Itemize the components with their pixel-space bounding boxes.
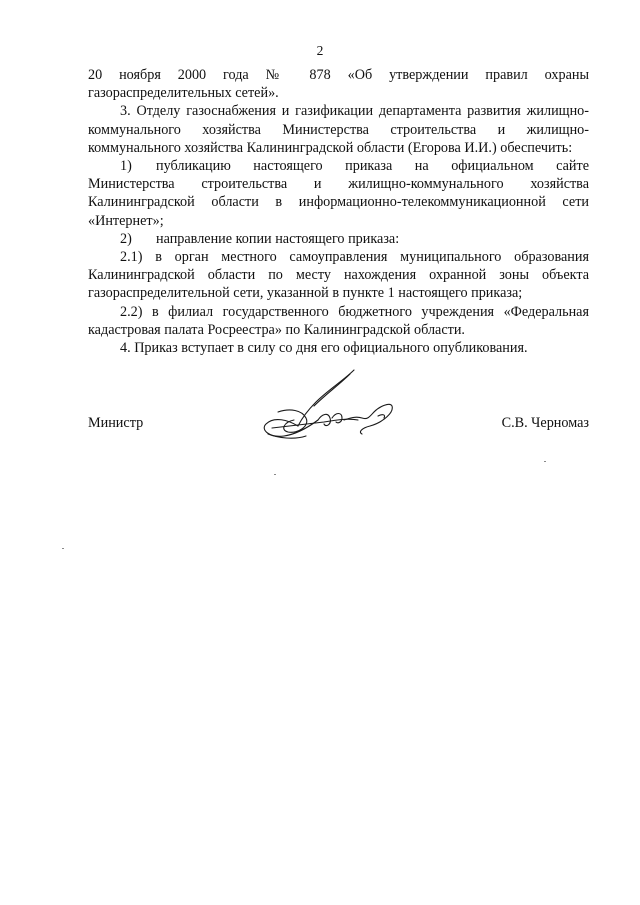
list-item-2-text: направление копии настоящего приказа: bbox=[156, 230, 400, 247]
sub-item-2-2: 2.2) в филиал государственного бюджетного учреждения «Федеральная кадастровая палата Росреестра» по Калининградской области. bbox=[88, 303, 589, 338]
handwritten-signature bbox=[258, 368, 398, 448]
list-item-1-number: 1) bbox=[120, 158, 132, 175]
signer-name: С.В. Черномаз bbox=[501, 415, 589, 431]
list-item-1-text: публикацию настоящего приказа на официальном сайте bbox=[156, 158, 589, 175]
paragraph-item-4: 4. Приказ вступает в силу со дня его официального опубликования. bbox=[120, 340, 528, 357]
order-body-text bbox=[88, 66, 589, 357]
scan-speck bbox=[274, 474, 276, 475]
sub-item-2-1: 2.1) в орган местного самоуправления муниципального образования Калининградской области по месту нахождения охранной зоны объекта газораспределительной сети, указанной в пункте 1 настоящего приказа; bbox=[88, 249, 589, 302]
paragraph-continuation-end: газораспределительных сетей». bbox=[88, 85, 279, 102]
list-item-2-number: 2) bbox=[120, 230, 132, 247]
page-number: 2 bbox=[316, 43, 324, 58]
signer-title: Министр bbox=[88, 415, 144, 431]
paragraph-item-3: 3. Отделу газоснабжения и газификации департамента развития жилищно-коммунального хозяйства Министерства строительства и жилищно-коммунального хозяйства Калининградской области (Егорова И.И.) обеспечить: bbox=[88, 103, 589, 156]
scan-speck bbox=[62, 548, 64, 549]
list-item-2 bbox=[88, 230, 589, 248]
list-item-1-first-line bbox=[88, 157, 589, 175]
paragraph-continuation-line: 20 ноября 2000 года № 878 «Об утверждении правил охраны bbox=[88, 67, 589, 83]
list-item-1-continuation: Министерства строительства и жилищно-коммунального хозяйства Калининградской области в информационно-телекоммуникационной сети «Интернет»; bbox=[88, 176, 589, 229]
scan-speck bbox=[544, 461, 546, 462]
